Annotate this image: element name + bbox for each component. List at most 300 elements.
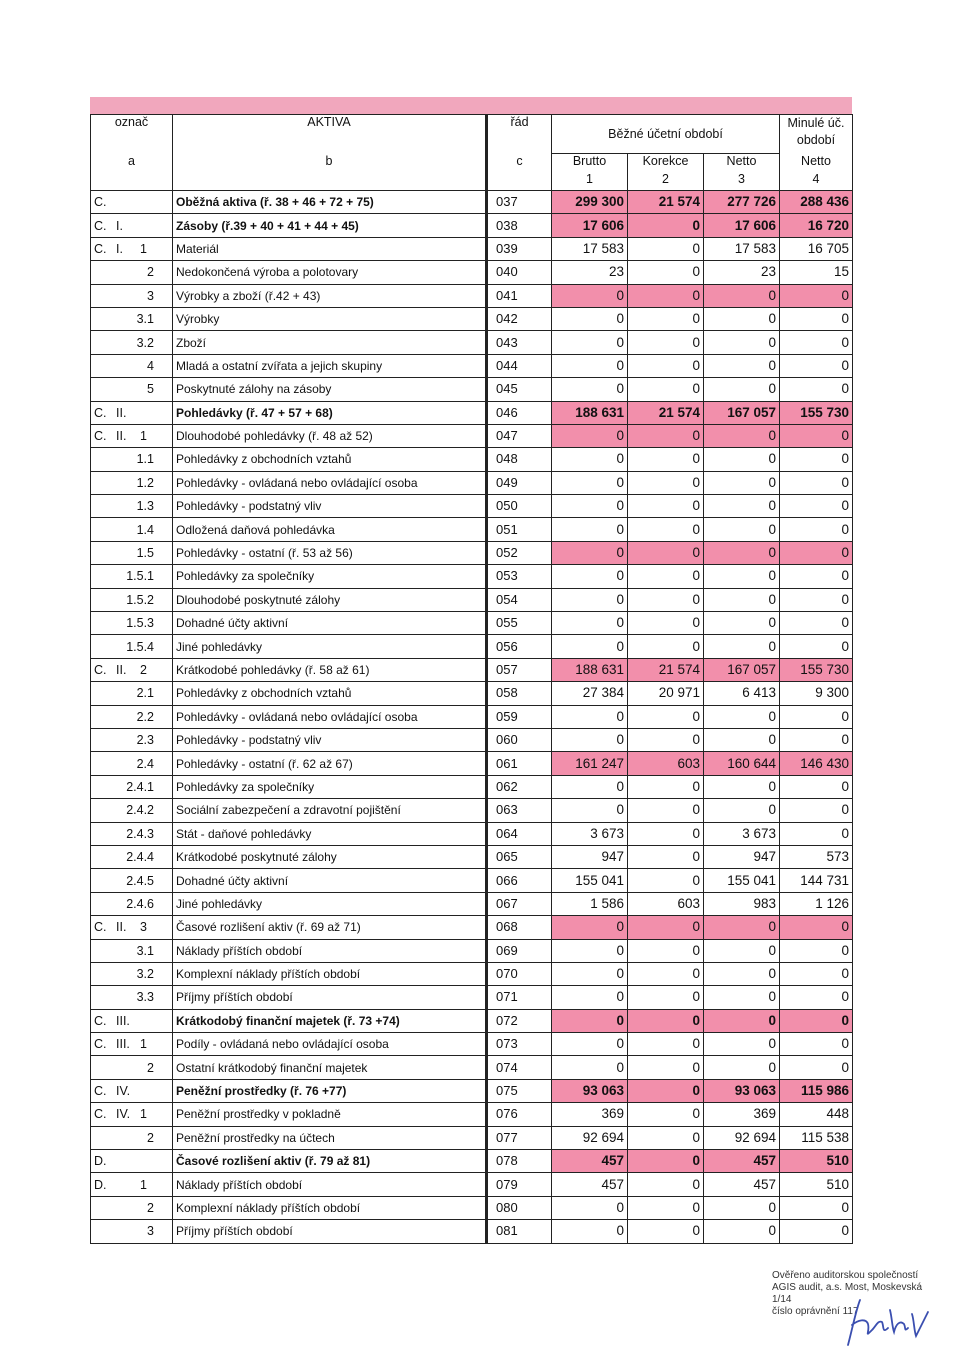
table-row	[91, 962, 853, 985]
cell-brutto: 0	[552, 1056, 628, 1079]
row-number: 045	[487, 378, 552, 401]
row-designation	[91, 307, 173, 330]
designation-number: 2.2	[136, 709, 154, 724]
row-number: 048	[487, 448, 552, 471]
row-name: Dohadné účty aktivní	[173, 612, 487, 635]
designation-letter: D.	[94, 1154, 107, 1169]
table-row	[91, 1126, 853, 1149]
row-designation	[91, 448, 173, 471]
cell-korekce: 0	[628, 1150, 704, 1173]
cell-korekce: 21 574	[628, 658, 704, 681]
row-designation	[91, 424, 173, 447]
cell-netto: 0	[704, 495, 780, 518]
row-designation	[91, 869, 173, 892]
cell-netto: 0	[704, 541, 780, 564]
stamp-line-2: AGIS audit, a.s. Most, Moskevská 1/14	[772, 1282, 923, 1305]
cell-brutto: 161 247	[552, 752, 628, 775]
row-name: Krátkodobé pohledávky (ř. 58 až 61)	[173, 658, 487, 681]
row-number: 052	[487, 541, 552, 564]
cell-brutto: 299 300	[552, 191, 628, 214]
cell-brutto: 0	[552, 916, 628, 939]
row-number: 047	[487, 424, 552, 447]
cell-brutto: 457	[552, 1150, 628, 1173]
designation-number: 3.1	[136, 312, 154, 327]
handwritten-signature	[838, 1290, 938, 1350]
row-name: Pohledávky - ostatní (ř. 53 až 56)	[173, 541, 487, 564]
cell-minule: 448	[780, 1103, 853, 1126]
row-designation	[91, 612, 173, 635]
cell-netto: 3 673	[704, 822, 780, 845]
cell-netto: 457	[704, 1173, 780, 1196]
col-header-b: b	[173, 154, 487, 173]
row-number: 055	[487, 612, 552, 635]
cell-minule: 1 126	[780, 892, 853, 915]
cell-netto: 92 694	[704, 1126, 780, 1149]
designation-letter: C.	[94, 218, 107, 233]
cell-netto: 0	[704, 565, 780, 588]
col-header-aktiva: AKTIVA	[173, 115, 487, 154]
cell-korekce: 0	[628, 705, 704, 728]
cell-netto: 0	[704, 728, 780, 751]
designation-number: 1.3	[136, 499, 154, 514]
designation-roman: III.	[116, 1037, 130, 1052]
table-row	[91, 892, 853, 915]
col-header-c: c	[487, 154, 552, 173]
cell-minule: 0	[780, 1056, 853, 1079]
cell-korekce: 0	[628, 728, 704, 751]
cell-minule: 0	[780, 424, 853, 447]
table-row	[91, 1033, 853, 1056]
row-name: Materiál	[173, 237, 487, 260]
header-color-bar	[90, 97, 852, 114]
cell-netto: 983	[704, 892, 780, 915]
cell-korekce: 0	[628, 775, 704, 798]
designation-number: 1	[140, 1177, 147, 1192]
table-row	[91, 635, 853, 658]
row-designation	[91, 1009, 173, 1032]
col-number-1: 1	[552, 172, 628, 191]
designation-roman: II.	[116, 405, 127, 420]
cell-minule: 0	[780, 331, 853, 354]
table-row	[91, 214, 853, 237]
table-row	[91, 1103, 853, 1126]
row-name: Podíly - ovládaná nebo ovládající osoba	[173, 1033, 487, 1056]
row-designation	[91, 635, 173, 658]
row-name: Zboží	[173, 331, 487, 354]
cell-netto: 0	[704, 1009, 780, 1032]
cell-netto: 17 583	[704, 237, 780, 260]
table-row	[91, 401, 853, 424]
row-name: Pohledávky z obchodních vztahů	[173, 448, 487, 471]
cell-brutto: 0	[552, 565, 628, 588]
cell-brutto: 0	[552, 939, 628, 962]
designation-roman: II.	[116, 920, 127, 935]
designation-letter: C.	[94, 1013, 107, 1028]
row-designation	[91, 354, 173, 377]
row-designation	[91, 822, 173, 845]
cell-brutto: 0	[552, 331, 628, 354]
row-name: Peněžní prostředky na účtech	[173, 1126, 487, 1149]
row-number: 068	[487, 916, 552, 939]
designation-number: 1.5.4	[126, 639, 154, 654]
table-row	[91, 1056, 853, 1079]
row-designation	[91, 261, 173, 284]
designation-letter: C.	[94, 195, 107, 210]
cell-netto: 155 041	[704, 869, 780, 892]
designation-letter: C.	[94, 429, 107, 444]
designation-number: 3.2	[136, 335, 154, 350]
designation-letter: C.	[94, 405, 107, 420]
row-designation	[91, 1033, 173, 1056]
row-name: Příjmy příštích období	[173, 986, 487, 1009]
row-name: Pohledávky - ostatní (ř. 62 až 67)	[173, 752, 487, 775]
row-name: Peněžní prostředky v pokladně	[173, 1103, 487, 1126]
row-name: Náklady příštích období	[173, 939, 487, 962]
cell-minule: 9 300	[780, 682, 853, 705]
cell-minule: 146 430	[780, 752, 853, 775]
cell-brutto: 0	[552, 541, 628, 564]
table-row	[91, 541, 853, 564]
cell-korekce: 0	[628, 261, 704, 284]
table-row	[91, 869, 853, 892]
table-row	[91, 752, 853, 775]
col-header-minule: Minulé úč. období	[780, 115, 853, 154]
cell-korekce: 0	[628, 986, 704, 1009]
cell-minule: 0	[780, 986, 853, 1009]
cell-korekce: 0	[628, 845, 704, 868]
designation-number: 1.1	[136, 452, 154, 467]
row-number: 074	[487, 1056, 552, 1079]
cell-netto: 0	[704, 799, 780, 822]
row-number: 077	[487, 1126, 552, 1149]
cell-korekce: 0	[628, 541, 704, 564]
row-number: 067	[487, 892, 552, 915]
designation-number: 4	[147, 358, 154, 373]
cell-minule: 16 720	[780, 214, 853, 237]
cell-netto: 23	[704, 261, 780, 284]
table-row	[91, 728, 853, 751]
cell-brutto: 0	[552, 799, 628, 822]
table-row	[91, 612, 853, 635]
col-header-korekce: Korekce	[628, 154, 704, 173]
cell-brutto: 17 583	[552, 237, 628, 260]
table-row	[91, 1173, 853, 1196]
cell-netto: 457	[704, 1150, 780, 1173]
designation-number: 3.3	[136, 990, 154, 1005]
cell-brutto: 0	[552, 986, 628, 1009]
cell-minule: 0	[780, 284, 853, 307]
row-designation	[91, 541, 173, 564]
cell-brutto: 0	[552, 1033, 628, 1056]
cell-brutto: 0	[552, 612, 628, 635]
row-designation	[91, 565, 173, 588]
row-designation	[91, 1150, 173, 1173]
row-name: Stát - daňové pohledávky	[173, 822, 487, 845]
cell-brutto: 0	[552, 354, 628, 377]
row-name: Ostatní krátkodobý finanční majetek	[173, 1056, 487, 1079]
row-number: 071	[487, 986, 552, 1009]
row-number: 050	[487, 495, 552, 518]
row-designation	[91, 775, 173, 798]
cell-netto: 0	[704, 424, 780, 447]
row-designation	[91, 191, 173, 214]
cell-brutto: 0	[552, 728, 628, 751]
designation-number: 5	[147, 382, 154, 397]
cell-minule: 510	[780, 1173, 853, 1196]
cell-korekce: 0	[628, 962, 704, 985]
designation-number: 2.4.1	[126, 779, 154, 794]
cell-brutto: 0	[552, 495, 628, 518]
row-designation	[91, 1103, 173, 1126]
cell-brutto: 0	[552, 284, 628, 307]
table-row	[91, 284, 853, 307]
cell-minule: 0	[780, 1196, 853, 1219]
designation-number: 2.4.2	[126, 803, 154, 818]
table-row	[91, 237, 853, 260]
cell-brutto: 3 673	[552, 822, 628, 845]
row-number: 054	[487, 588, 552, 611]
row-designation	[91, 892, 173, 915]
cell-korekce: 0	[628, 378, 704, 401]
cell-minule: 0	[780, 307, 853, 330]
row-number: 063	[487, 799, 552, 822]
row-designation	[91, 1220, 173, 1243]
cell-korekce: 0	[628, 939, 704, 962]
cell-netto: 0	[704, 775, 780, 798]
cell-brutto: 0	[552, 448, 628, 471]
row-designation	[91, 588, 173, 611]
cell-korekce: 603	[628, 892, 704, 915]
designation-number: 1	[140, 1107, 147, 1122]
cell-netto: 0	[704, 331, 780, 354]
designation-number: 3.2	[136, 967, 154, 982]
cell-brutto: 92 694	[552, 1126, 628, 1149]
cell-korekce: 603	[628, 752, 704, 775]
table-row	[91, 495, 853, 518]
row-name: Pohledávky za společníky	[173, 565, 487, 588]
cell-netto: 0	[704, 986, 780, 1009]
cell-brutto: 0	[552, 471, 628, 494]
cell-minule: 0	[780, 1009, 853, 1032]
col-number-2: 2	[628, 172, 704, 191]
row-name: Pohledávky za společníky	[173, 775, 487, 798]
cell-minule: 0	[780, 354, 853, 377]
row-designation	[91, 845, 173, 868]
designation-letter: C.	[94, 241, 107, 256]
row-designation	[91, 331, 173, 354]
row-name: Komplexní náklady příštích období	[173, 962, 487, 985]
row-number: 078	[487, 1150, 552, 1173]
cell-netto: 0	[704, 588, 780, 611]
row-designation	[91, 986, 173, 1009]
cell-netto: 0	[704, 1056, 780, 1079]
row-name: Pohledávky - ovládaná nebo ovládající osoba	[173, 705, 487, 728]
designation-letter: C.	[94, 1084, 107, 1099]
table-row	[91, 1220, 853, 1243]
table-row	[91, 986, 853, 1009]
row-number: 037	[487, 191, 552, 214]
row-number: 051	[487, 518, 552, 541]
col-header-brutto: Brutto	[552, 154, 628, 173]
cell-netto: 0	[704, 705, 780, 728]
row-name: Krátkodobý finanční majetek (ř. 73 +74)	[173, 1009, 487, 1032]
cell-netto: 93 063	[704, 1079, 780, 1102]
cell-brutto: 0	[552, 424, 628, 447]
row-number: 057	[487, 658, 552, 681]
row-name: Mladá a ostatní zvířata a jejich skupiny	[173, 354, 487, 377]
cell-korekce: 0	[628, 448, 704, 471]
cell-minule: 0	[780, 541, 853, 564]
cell-minule: 0	[780, 471, 853, 494]
designation-letter: C.	[94, 663, 107, 677]
cell-minule: 0	[780, 612, 853, 635]
designation-number: 3	[140, 920, 147, 935]
designation-letter: C.	[94, 1037, 107, 1052]
cell-korekce: 0	[628, 1126, 704, 1149]
designation-number: 2.4.3	[126, 826, 154, 841]
cell-netto: 0	[704, 635, 780, 658]
row-number: 080	[487, 1196, 552, 1219]
row-designation	[91, 1126, 173, 1149]
cell-brutto: 0	[552, 307, 628, 330]
cell-minule: 573	[780, 845, 853, 868]
cell-korekce: 0	[628, 214, 704, 237]
row-number: 070	[487, 962, 552, 985]
cell-minule: 0	[780, 1033, 853, 1056]
cell-minule: 16 705	[780, 237, 853, 260]
col-number-4: 4	[780, 172, 853, 191]
cell-minule: 0	[780, 1220, 853, 1243]
designation-number: 2	[147, 1200, 154, 1215]
cell-korekce: 0	[628, 471, 704, 494]
row-designation	[91, 214, 173, 237]
row-number: 039	[487, 237, 552, 260]
col-header-netto: Netto	[704, 154, 780, 173]
row-name: Dlouhodobé poskytnuté zálohy	[173, 588, 487, 611]
balance-sheet	[90, 97, 852, 1244]
cell-korekce: 0	[628, 1056, 704, 1079]
table-row	[91, 307, 853, 330]
cell-minule: 510	[780, 1150, 853, 1173]
designation-number: 3	[147, 1224, 154, 1239]
table-row	[91, 518, 853, 541]
row-name: Pohledávky (ř. 47 + 57 + 68)	[173, 401, 487, 424]
table-row	[91, 1079, 853, 1102]
row-name: Pohledávky - ovládaná nebo ovládající osoba	[173, 471, 487, 494]
designation-number: 2	[147, 265, 154, 280]
cell-brutto: 188 631	[552, 658, 628, 681]
row-designation	[91, 962, 173, 985]
table-row	[91, 565, 853, 588]
row-name: Nedokončená výroba a polotovary	[173, 261, 487, 284]
cell-minule: 15	[780, 261, 853, 284]
cell-korekce: 0	[628, 424, 704, 447]
cell-minule: 0	[780, 495, 853, 518]
cell-korekce: 0	[628, 354, 704, 377]
cell-brutto: 17 606	[552, 214, 628, 237]
row-name: Pohledávky - podstatný vliv	[173, 728, 487, 751]
cell-korekce: 0	[628, 307, 704, 330]
cell-korekce: 0	[628, 1103, 704, 1126]
row-name: Krátkodobé poskytnuté zálohy	[173, 845, 487, 868]
designation-roman: I.	[116, 241, 123, 256]
row-designation	[91, 378, 173, 401]
cell-netto: 0	[704, 916, 780, 939]
table-row	[91, 822, 853, 845]
cell-korekce: 0	[628, 1196, 704, 1219]
designation-roman: IV.	[116, 1084, 131, 1099]
cell-netto: 167 057	[704, 658, 780, 681]
cell-brutto: 188 631	[552, 401, 628, 424]
cell-korekce: 0	[628, 284, 704, 307]
cell-minule: 0	[780, 448, 853, 471]
cell-korekce: 0	[628, 869, 704, 892]
designation-roman: IV.	[116, 1107, 131, 1122]
cell-netto: 6 413	[704, 682, 780, 705]
designation-number: 1.4	[136, 522, 154, 537]
designation-number: 1.5.2	[126, 592, 154, 607]
cell-netto: 0	[704, 939, 780, 962]
col-header-rad: řád	[487, 115, 552, 154]
row-number: 040	[487, 261, 552, 284]
cell-minule: 288 436	[780, 191, 853, 214]
row-number: 059	[487, 705, 552, 728]
table-row	[91, 845, 853, 868]
cell-minule: 0	[780, 728, 853, 751]
col-header-a: a	[91, 154, 173, 173]
row-name: Příjmy příštích období	[173, 1220, 487, 1243]
designation-roman: II.	[116, 663, 127, 677]
row-designation	[91, 728, 173, 751]
cell-netto: 0	[704, 1196, 780, 1219]
cell-korekce: 0	[628, 799, 704, 822]
row-name: Náklady příštích období	[173, 1173, 487, 1196]
cell-netto: 0	[704, 962, 780, 985]
cell-korekce: 0	[628, 565, 704, 588]
cell-brutto: 27 384	[552, 682, 628, 705]
cell-brutto: 369	[552, 1103, 628, 1126]
table-row	[91, 939, 853, 962]
col-header-oznac: označ	[91, 115, 173, 154]
row-number: 062	[487, 775, 552, 798]
row-designation	[91, 916, 173, 939]
cell-korekce: 20 971	[628, 682, 704, 705]
table-row	[91, 471, 853, 494]
cell-minule: 0	[780, 916, 853, 939]
cell-brutto: 0	[552, 705, 628, 728]
table-row	[91, 1196, 853, 1219]
row-number: 046	[487, 401, 552, 424]
designation-roman: I.	[116, 218, 123, 233]
row-number: 064	[487, 822, 552, 845]
cell-brutto: 0	[552, 588, 628, 611]
table-row	[91, 448, 853, 471]
cell-brutto: 947	[552, 845, 628, 868]
row-name: Peněžní prostředky (ř. 76 +77)	[173, 1079, 487, 1102]
cell-korekce: 0	[628, 1009, 704, 1032]
cell-netto: 0	[704, 354, 780, 377]
row-name: Výrobky a zboží (ř.42 + 43)	[173, 284, 487, 307]
table-row	[91, 354, 853, 377]
table-row	[91, 799, 853, 822]
row-number: 056	[487, 635, 552, 658]
cell-netto: 0	[704, 1220, 780, 1243]
table-row	[91, 705, 853, 728]
designation-roman: III.	[116, 1013, 130, 1028]
designation-letter: C.	[94, 920, 107, 935]
cell-brutto: 0	[552, 635, 628, 658]
cell-netto: 0	[704, 612, 780, 635]
